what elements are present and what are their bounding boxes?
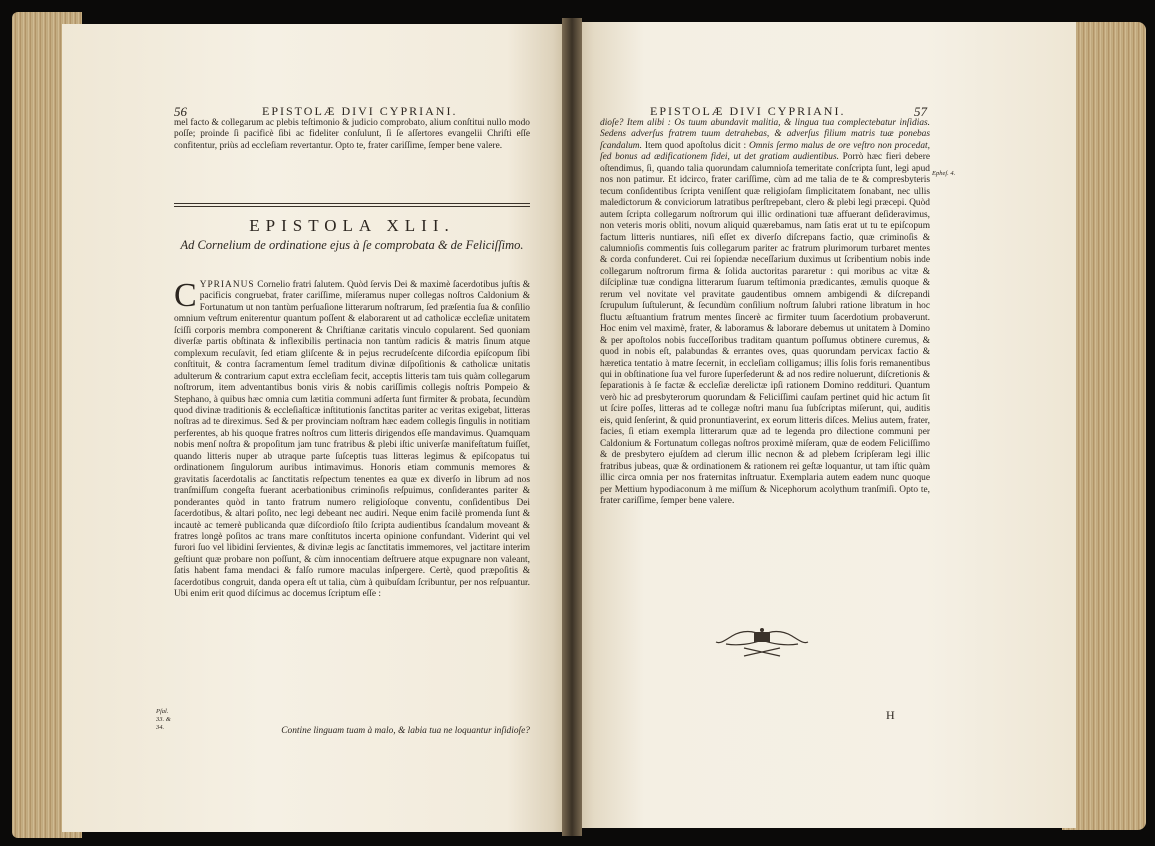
- left-page: [62, 24, 568, 832]
- epistle-title: EPISTOLA XLII.: [249, 216, 455, 235]
- right-running-head: EPISTOLÆ DIVI CYPRIANI.: [650, 104, 846, 118]
- drop-cap: C: [174, 280, 197, 314]
- left-body: Cornelio fratri ſalutem. Quòd ſervis Dei & maximè ſacerdotibus juſtis & pacificis congruebat, frater cariſſime, miſeramus nuper collegas noſtros Caldonium & Fortunatum ut non tantùm perſuaſione litterarum noſtrarum, ſed præſentia ſua & conſilio omnium veſtrum eniterentur quantum poſſent & elaborarent ut ad catholicæ eccleſiæ unitatem ſciſſi corporis membra componerent & Chriſtianæ caritatis vinculo copularent. Sed quoniam diverſæ partis obſtinata & inflexibilis pertinacia non tantùm radicis & matris ſinum atque complexum recuſavit, ſed etiam gliſcente & in pejus recrudeſcente diſcordia epiſcopum ſibi conſtituit, & contra ſacramentum ſemel traditum divinæ diſpoſitionis & catholicæ unitatis adulterum & contrarium caput extra eccleſiam fecit, acceptis litteris tam tuis quàm collegarum noſtrorum, item adventantibus bonis viris & nobis cariſſimis collegis noſtris Pompeio & Stephano, à quibus hæc omnia cum lætitia communi adſerta ſunt firmiter & probata, ſecundùm quod divinæ traditionis & eccleſiaſticæ inſtitutionis ſanctitas pariter ac veritas exigebat, litteras noſtras ad te direximus. Sed & per provinciam noſtram hæc eadem collegis ſingulis in notitiam perferentes, ab his quoque fratres noſtros cum litteris dirigendos eſſe mandavimus. Quamquam nobis menſ noſtra & propoſitum jam tunc fratribus & plebi iſtic univerſæ manifeſtatum fuiſſet, quando litteris nuper ab utraque parte ſuſceptis tuas litteras legimus & epiſcopatus tui ordinationem ſingulorum auribus intimavimus. Honoris etiam communis memores & gravitatis ſacerdotalis ac ſanctitatis reſpectum tenentes ea quæ ex diverſo in librum ad nos tranſmiſſum congeſta fuerant acerbationibus criminoſis reſpuimus, conſiderantes pariter & ponderantes quòd in tanto fratrum numero religioſoque conventu, conſidentibus Dei ſacerdotibus, & altari poſito, nec legi debeant nec audiri. Neque enim facilè promenda ſunt & incautè ac temerè publicanda quæ diſcordioſo ſtilo ſcripta audientibus ſcandalum moveant & fratres longè poſitos ac trans mare conſtitutos incerta opinione confundant. Viderint qui vel furori ſuo vel libidini ſervientes, & divinæ legis ac ſanctitatis immemores, vel jactitare interim geſtiunt quæ probare non poſſunt, & cùm innocentiam deſtruere atque expugnare non valeant, ſatis habent fama mendaci & falſo rumore maculas inſpergere. Certè, quod præpoſitis & ſacerdotibus congruit, danda opera eſt ut talia, cùm à quibuſdam ſcribuntur, per nos reſpuantur. Ubi enim erit quod diſcimus ac docemus ſcriptum eſſe :: [174, 280, 530, 600]
- left-body-text: [174, 280, 530, 728]
- left-quote-end: Contine linguam tuam à malo, & labia tua ne loquantur inſidioſe?: [281, 726, 530, 736]
- section-rule: [174, 203, 530, 207]
- right-page: [574, 22, 1076, 828]
- right-body: Porrò hæc fieri debere oſtendimus, ſi, quando talia quorundam calumnioſa temeritate conſcripta ſunt, legi apud nos non patimur. Et idcirco, frater cariſſime, cùm ad me talia de te & compresbyteris tecum conſidentibus ſcripta veniſſent quæ religioſam ſimplicitatem ſonabant, nec ullis maledictorum & conviciorum latratibus perſtrepebant, clero & plebi legi præcepi. Quòd autem ſcripta collegarum noſtrorum qui illic ordinationi tuæ affuerant deſideravimus, non veteris moris obliti, novum aliquid quærebamus, nam ſatis erat ut tu te epiſcopum factum litteris nuntiares, niſi eſſet ex diverſo diſcrepans factio, quæ criminoſis & calumnioſis commentis ſuis collegarum pariter ac fratrum plurimorum turbaret mentes & corda confunderet. Cui rei ſopiendæ neceſſarium duximus ut ſcribentium nobis inde collegarum noſtrorum firma & ſolida auctoritas pararetur : qui moribus ac vitæ & diſciplinæ tuæ condigna litterarum ſuarum teſtimonia prædicantes, æmulis quoque & rerum vel novitate vel pravitate gaudentibus omnem ambigendi & diſcrepandi ſcrupulum ſuſtulerunt, & ſecundùm conſilium noſtrum ſalubri ratione libratum in hoc fluctu æſtuantium fratrum mentes ſincerè ac firmiter tuum ſacerdotium probaverunt. Hoc enim vel maximè, frater, & laboramus & laborare debemus ut unitatem à Domino & per apoſtolos nobis ſucceſſoribus traditam quantum poſſumus obtinere curemus, & quod in nobis eſt, palabundas & errantes oves, quas quorundam pervicax factio & hæretica tentatio à matre ſecernit, in eccleſiam colligamus; illis ſolis foris remanentibus qui in obſtinatione ſua vel furore ſuperſederunt & ad nos redire noluerunt, diſcretionis & ſeparationis à ſe factæ & eccleſiæ derelictæ ipſi rationem Domino reddituri. Quantum verò hic ad presbyterorum quorundam & Feliciſſimi cauſam pertinet quid hic actum ſit ut ſcire poſſes, litteras ad te collegæ noſtri manu ſua ſubſcriptas miſerunt, qui, auditis eis, quid ſenſerint, & quid pronuntiaverint, ex eorum litteris diſces. Melius autem, frater, facies, ſi etiam exempla litterarum quæ ad te legenda pro dilectione communi per Caldonium & Fortunatum collegas noſtros proximè miſeram, quæ de eodem Feliciſſimo & de presbytero ejuſdem ad clerum illic necnon & ad plebem ſcripſeram legi illic fratribus jubeas, quæ & ordinationem & rationem rei geſtæ loquantur, ut tam iſtic quàm illic circa omnia per nos fraternitas inſtruatur. Exemplaria autem eadem nunc quoque per Mettium hypodiaconum à me miſſum & Nicephorum acolythum tranſmiſi. Opto te, frater cariſſime, ſemper bene valere.: [600, 152, 930, 506]
- book-gutter: [562, 18, 582, 836]
- left-margin-note: Pſal. 33. & 34.: [156, 708, 171, 731]
- fleuron-ornament-icon: [714, 626, 810, 660]
- left-running-head: EPISTOLÆ DIVI CYPRIANI.: [262, 104, 458, 118]
- right-body-text: [600, 118, 930, 618]
- right-quote-start: dioſe? Item alibi : Os tuum abundavit malitia, & lingua tua complectebatur inſidias. Sedens adverſus fratrem tuum detrahebas, & adverſus filium matris tuæ ponebas ſcandalum.: [600, 118, 930, 151]
- epistle-subtitle: Ad Cornelium de ordinatione ejus à ſe comprobata & de Feliciſſimo.: [180, 238, 524, 252]
- right-text-a: Item quod apoſtolus dicit :: [641, 140, 749, 151]
- opening-smallcaps: YPRIANUS: [199, 280, 255, 290]
- right-page-number: 57: [914, 104, 927, 119]
- left-page-number: 56: [174, 104, 187, 119]
- right-quote-b: Omnis ſermo malus de ore veſtro non procedat, ſed bonus ad ædificationem fidei, ut det gratiam audientibus.: [600, 140, 930, 163]
- signature-mark: H: [886, 708, 896, 722]
- left-continuation-text: mel facto & collegarum ac plebis teſtimonio & judicio comprobato, alium conſtitui nullo modo poſſe; proinde ſi pacificè ſibi ac fideliter conſulunt, ſi ſe aſſertores evangelii Chriſti eſſe confitentur, priùs ad eccleſiam revertantur. Opto te, frater cariſſime, ſemper bene valere.: [174, 118, 530, 151]
- right-margin-note: Epheſ. 4.: [932, 170, 956, 177]
